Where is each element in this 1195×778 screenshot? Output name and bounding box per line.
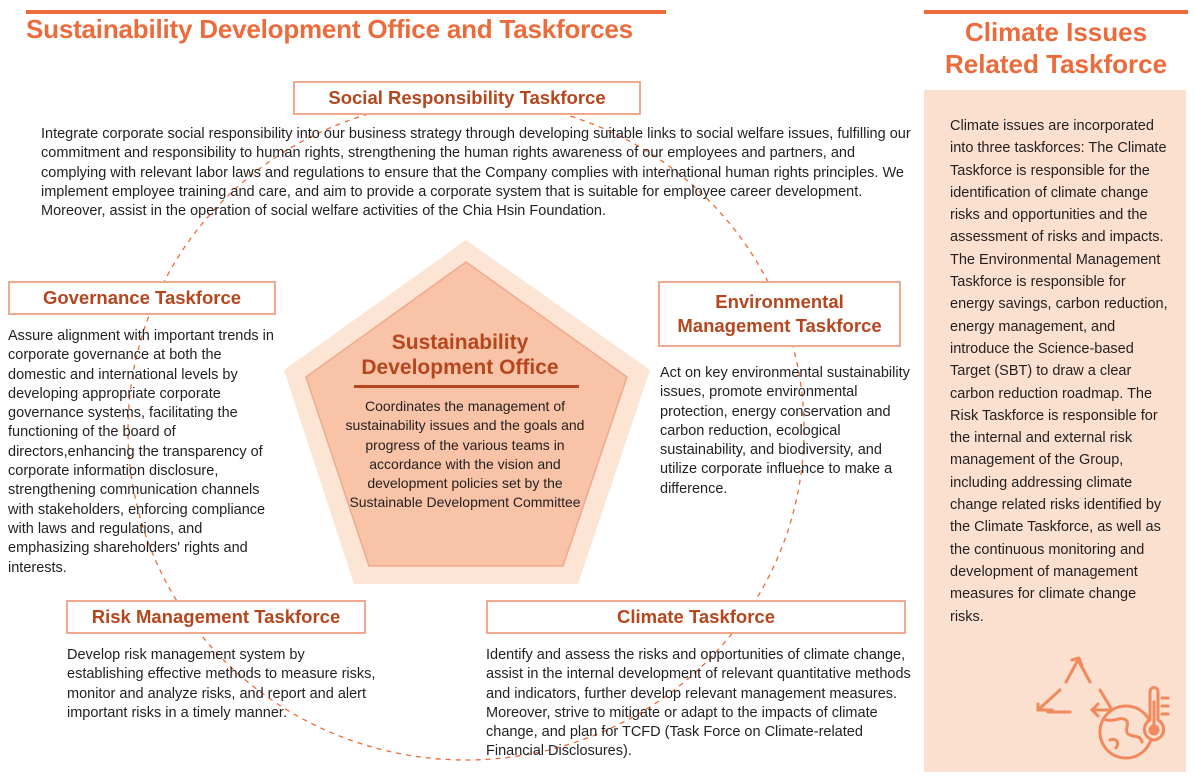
environmental-taskforce-title-box [658,281,901,347]
environmental-taskforce-title-line2: Management Taskforce [677,315,882,336]
social-taskforce-title-box [293,81,641,115]
side-panel-description: Climate issues are incorporated into three taskforces: The Climate Taskforce is responsible for the identification of climate change risks and opportunities and the assessment of risks and impacts. The Environmental Management Taskforce is responsible for energy savings, carbon reduction, energy management, and introduce the Science-based Target (SBT) to draw a clear carbon reduction roadmap. The Risk Taskforce is responsible for the internal and external risk management of the Group, including addressing climate change related risks identified by the Climate Taskforce, as well as the continuous monitoring and development of management measures for climate change risks. [950,118,1168,625]
side-panel-title [924,16,1188,80]
side-title-line1: Climate Issues [964,17,1148,47]
governance-taskforce-description: Assure alignment with important trends in corporate governance at both the domestic and international levels by developing appropriate corporate governance systems, facilitating the functioning of the board of directors,enhancing the transparency of corporate information disclosure, strengthening communication channels with stakeholders, enforcing compliance with laws and regulations, and emphasizing shareholders' rights and interests. [8,328,274,576]
office-title-line1: Sustainability [391,331,529,354]
risk-taskforce-title-box [66,600,366,634]
environmental-taskforce-description: Act on key environmental sustainability issues, promote environmental protection, energy conservation and carbon reduction, ecological sustainability, and biodiversity, and utilize corporate influence to make a difference. [660,365,910,497]
side-title-line2: Related Taskforce [944,49,1168,79]
environmental-taskforce-title-line1: Environmental [715,291,844,312]
recycle-globe-thermometer-icon [1030,650,1178,773]
governance-taskforce-title: Governance Taskforce [42,287,242,308]
climate-taskforce-title: Climate Taskforce [617,606,775,627]
climate-taskforce-title-box [486,600,906,634]
office-title-line2: Development Office [361,356,559,379]
risk-taskforce-title: Risk Management Taskforce [91,606,341,627]
governance-taskforce-title-box [8,281,276,315]
office-title [340,330,580,380]
climate-taskforce-description: Identify and assess the risks and opportunities of climate change, assist in the internal development of relevant quantitative methods and indicators, further develop relevant management measures. Moreover, strive to mitigate or adapt to the impacts of climate change, and plan for TCFD (Task Force on Climate-related Financial Disclosures). [486,647,911,760]
side-title-accent-bar [924,10,1188,14]
social-taskforce-title: Social Responsibility Taskforce [328,87,606,108]
risk-taskforce-description: Develop risk management system by establishing effective methods to measure risks, monitor and analyze risks, and report and alert important risks in a timely manner. [67,647,376,721]
office-description: Coordinates the management of sustainability issues and the goals and progress of the various teams in accordance with the vision and development policies set by the Sustainable Development Committee [345,398,585,511]
social-taskforce-description: Integrate corporate social responsibility into our business strategy through developing suitable links to social welfare issues, fulfilling our commitment and responsibility to human rights, strengthening the human rights awareness of our employees and partners, and complying with relevant labor laws and regulations to ensure that the Company complies with international human rights principles. We implement employee training and care, and aim to provide a corporate system that is suitable for employee career development. Moreover, assist in the operation of social welfare activities of the Chia Hsin Foundation. [41,126,911,220]
page-title: Sustainability Development Office and Taskforces [26,14,633,44]
office-title-rule [354,385,579,388]
